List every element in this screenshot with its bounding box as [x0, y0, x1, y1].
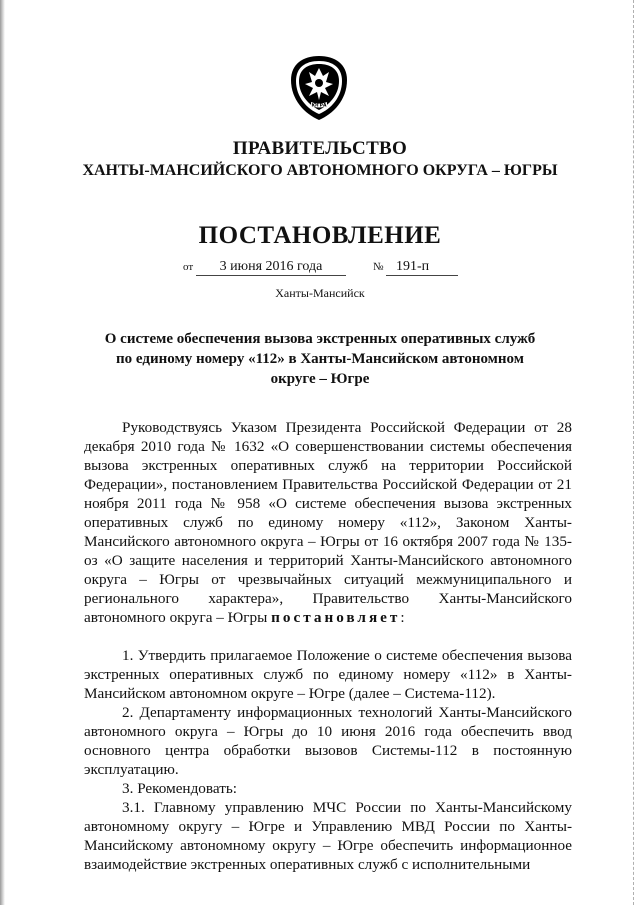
subject-line: по единому номеру «112» в Ханты-Мансийском автономном — [116, 351, 524, 367]
body-item: 1. Утвердить прилагаемое Положение о системе обеспечения вызова экстренных оперативных служб по единому номеру «112» в Ханты-Мансийском автономном округе – Югре (далее – Система-112). — [84, 647, 572, 702]
document-type: ПОСТАНОВЛЕНИЕ — [198, 222, 442, 249]
scan-left-edge — [0, 0, 5, 905]
document-subject — [100, 329, 540, 389]
emblem-text: ЮГРА — [311, 103, 327, 109]
government-title: ПРАВИТЕЛЬСТВО — [232, 138, 408, 159]
scan-right-edge — [632, 0, 634, 905]
subject-line: О системе обеспечения вызова экстренных оперативных служб — [104, 331, 536, 347]
body-item: 3.1. Главному управлению МЧС России по Ханты-Мансийскому автономному округу – Югре и Управлению МВД России по Ханты-Мансийскому автономному округу – Югре обеспечить информационное взаимодействие экстренных оперативных служб с исполнительными — [84, 799, 572, 873]
body-item: 3. Рекомендовать: — [122, 780, 237, 797]
document-number: 191-п — [386, 258, 458, 276]
preamble-text: Руководствуясь Указом Президента Российской Федерации от 28 декабря 2010 года № 1632 «О совершенствовании системы обеспечения вызова экстренных оперативных служб на территории Российской Федерации», постановлением Правительства Российской Федерации от 21 ноября 2011 года № 958 «О системе обеспечения вызова экстренных оперативных служб по единому номеру «112», Законом Ханты-Мансийского автономного округа – Югры от 16 октября 2007 года № 135-оз «О защите населения и территорий Ханты-Мансийского автономного округа – Югры от чрезвычайных ситуаций межмуниципального и регионального характера», Правительство Ханты-Мансийского автономного округа – Югры — [84, 419, 572, 626]
date-prefix: от — [183, 261, 194, 273]
document-body — [84, 418, 572, 874]
preamble-paragraph — [84, 418, 572, 627]
body-item: 2. Департаменту информационных технологий Ханты-Мансийского автономного округа – Югры до 10 июня 2016 года обеспечить ввод основного центра обработки вызовов Системы-112 в постоянную эксплуатацию. — [84, 704, 572, 778]
coat-of-arms-icon — [283, 52, 355, 124]
government-subtitle: ХАНТЫ-МАНСИЙСКОГО АВТОНОМНОГО ОКРУГА – ЮГРЫ — [82, 162, 558, 179]
subject-line: округе – Югре — [270, 371, 370, 387]
document-date: 3 июня 2016 года — [196, 258, 346, 276]
document-city: Ханты-Мансийск — [275, 286, 365, 300]
resolves-suffix: : — [400, 609, 405, 626]
number-prefix: № — [373, 261, 384, 273]
resolves-word: постановляет — [271, 609, 401, 626]
